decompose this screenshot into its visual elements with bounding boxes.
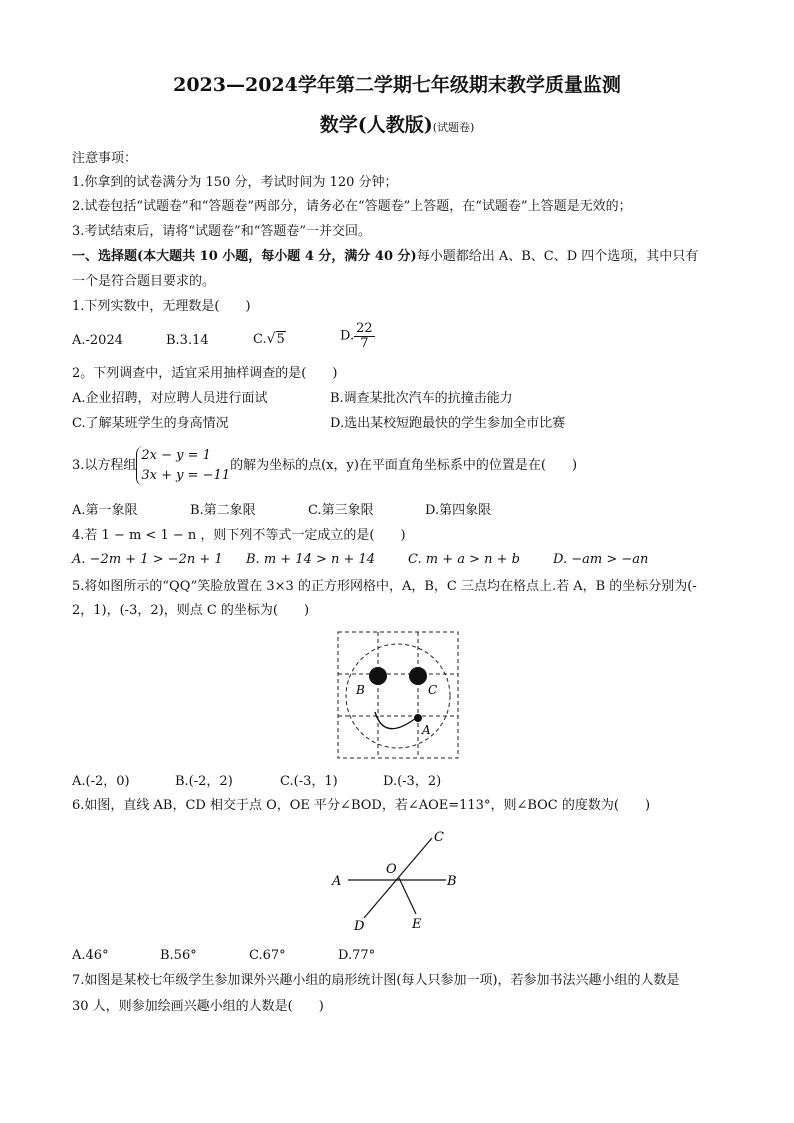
subtitle-main: 数学(人教版) bbox=[319, 114, 433, 136]
q3-option-a: A.第一象限 bbox=[72, 503, 138, 518]
label-c: C bbox=[434, 830, 444, 845]
section-heading-rest: 每小题都给出 A、B、C、D 四个选项，其中只有 bbox=[416, 249, 699, 264]
q6-option-c: C.67° bbox=[249, 948, 286, 963]
subtitle-note: (试题卷) bbox=[432, 121, 475, 134]
q1-option-d-label: D. bbox=[340, 328, 355, 344]
q7-stem-line1: 7.如图是某校七年级学生参加课外兴趣小组的扇形统计图(每人只参加一项)，若参加书法兴趣小组的人数是 bbox=[72, 973, 680, 988]
label-a: A bbox=[332, 874, 342, 889]
q5-option-c: C.(-3，1) bbox=[280, 774, 338, 789]
label-d: D bbox=[354, 919, 365, 934]
section-heading-line2: 一个是符合题目要求的。 bbox=[72, 274, 216, 289]
q1-option-c-label: C. bbox=[253, 332, 267, 347]
note-item-3: 3.考试结束后，请将“试题卷”和“答题卷”一并交回。 bbox=[72, 224, 371, 239]
equation-2: 3x + y = −11 bbox=[141, 468, 231, 483]
label-c: C bbox=[428, 683, 438, 697]
note-item-1: 1.你拿到的试卷满分为 150 分，考试时间为 120 分钟； bbox=[72, 175, 398, 190]
fraction-numerator: 22 bbox=[356, 321, 373, 336]
q1-option-b: B.3.14 bbox=[166, 333, 209, 348]
q1-option-c bbox=[253, 330, 286, 349]
q3-prefix: 3.以方程组 bbox=[72, 458, 137, 473]
q3-option-c: C.第三象限 bbox=[308, 503, 374, 518]
label-b: B bbox=[447, 874, 457, 889]
q6-stem: 6.如图，直线 AB，CD 相交于点 O，OE 平分∠BOD，若∠AOE=113°，则∠BOC 的度数为( ) bbox=[72, 798, 651, 813]
label-o: O bbox=[386, 862, 397, 877]
q4-stem: 4.若 1 − m < 1 − n ，则下列不等式一定成立的是( ) bbox=[72, 528, 406, 543]
fraction-denominator: 7 bbox=[360, 336, 369, 351]
q5-stem-line1: 5.将如图所示的“QQ”笑脸放置在 3×3 的正方形网格中，A，B，C 三点均在格点上.若 A，B 的坐标分别为(- bbox=[72, 579, 697, 594]
q2-option-c: C.了解某班学生的身高情况 bbox=[72, 416, 229, 431]
q3-suffix: 的解为坐标的点(x，y)在平面直角坐标系中的位置是在( ) bbox=[230, 458, 578, 473]
q1-option-d-fraction bbox=[354, 322, 375, 351]
label-a: A bbox=[422, 723, 431, 737]
q6-option-d: D.77° bbox=[338, 948, 376, 963]
q1-option-c-radicand: 5 bbox=[276, 332, 285, 347]
q7-stem-line2: 30 人，则参加绘画兴趣小组的人数是( ) bbox=[72, 999, 324, 1014]
notes-heading: 注意事项： bbox=[72, 151, 138, 166]
q1-option-a: A.-2024 bbox=[72, 333, 123, 348]
q5-option-d: D.(-3，2) bbox=[383, 774, 442, 789]
equation-system bbox=[136, 446, 230, 486]
right-eye bbox=[409, 667, 427, 685]
q1-stem: 1.下列实数中，无理数是( ) bbox=[72, 299, 251, 314]
q4-option-d: D. −am > −an bbox=[553, 552, 649, 567]
section-heading bbox=[72, 248, 698, 266]
q6-option-b: B.56° bbox=[160, 948, 197, 963]
q1-option-d bbox=[340, 322, 375, 351]
q6-option-a: A.46° bbox=[72, 948, 109, 963]
q3-option-d: D.第四象限 bbox=[425, 503, 492, 518]
q3-stem bbox=[72, 444, 577, 488]
q3-option-b: B.第二象限 bbox=[190, 503, 256, 518]
q5-option-b: B.(-2，2) bbox=[175, 774, 233, 789]
q2-option-b: B.调查某批次汽车的抗撞击能力 bbox=[330, 391, 513, 406]
q2-stem: 2。下列调查中，适宜采用抽样调查的是( ) bbox=[72, 366, 338, 381]
note-item-2: 2.试卷包括“试题卷”和“答题卷”两部分，请务必在“答题卷”上答题，在“试题卷”上答题是无效的； bbox=[72, 199, 632, 214]
q4-option-b: B. m + 14 > n + 14 bbox=[246, 552, 376, 567]
q5-stem-line2: 2，1)，(-3，2)，则点 C 的坐标为( ) bbox=[72, 603, 310, 618]
q2-option-a: A.企业招聘，对应聘人员进行面试 bbox=[72, 391, 268, 406]
intersecting-lines-figure bbox=[326, 826, 466, 936]
q2-option-d: D.选出某校短跑最快的学生参加全市比赛 bbox=[330, 416, 566, 431]
section-heading-bold: 一、选择题(本大题共 10 小题，每小题 4 分，满分 40 分) bbox=[72, 249, 417, 264]
page-subtitle bbox=[0, 110, 794, 137]
qq-smiley-figure bbox=[336, 630, 460, 760]
equation-1: 2x − y = 1 bbox=[141, 448, 211, 463]
left-eye bbox=[369, 667, 387, 685]
figure-lines bbox=[348, 838, 446, 918]
sqrt-symbol: √ bbox=[266, 331, 276, 347]
label-b: B bbox=[356, 683, 365, 697]
q4-option-a: A. −2m + 1 > −2n + 1 bbox=[72, 552, 223, 567]
page-title: 2023—2024学年第二学期七年级期末教学质量监测 bbox=[173, 74, 621, 96]
point-a-dot bbox=[414, 714, 422, 722]
q4-option-c: C. m + a > n + b bbox=[408, 552, 520, 567]
q5-option-a: A.(-2，0) bbox=[72, 774, 130, 789]
smile-curve bbox=[375, 712, 416, 729]
label-e: E bbox=[412, 917, 422, 932]
